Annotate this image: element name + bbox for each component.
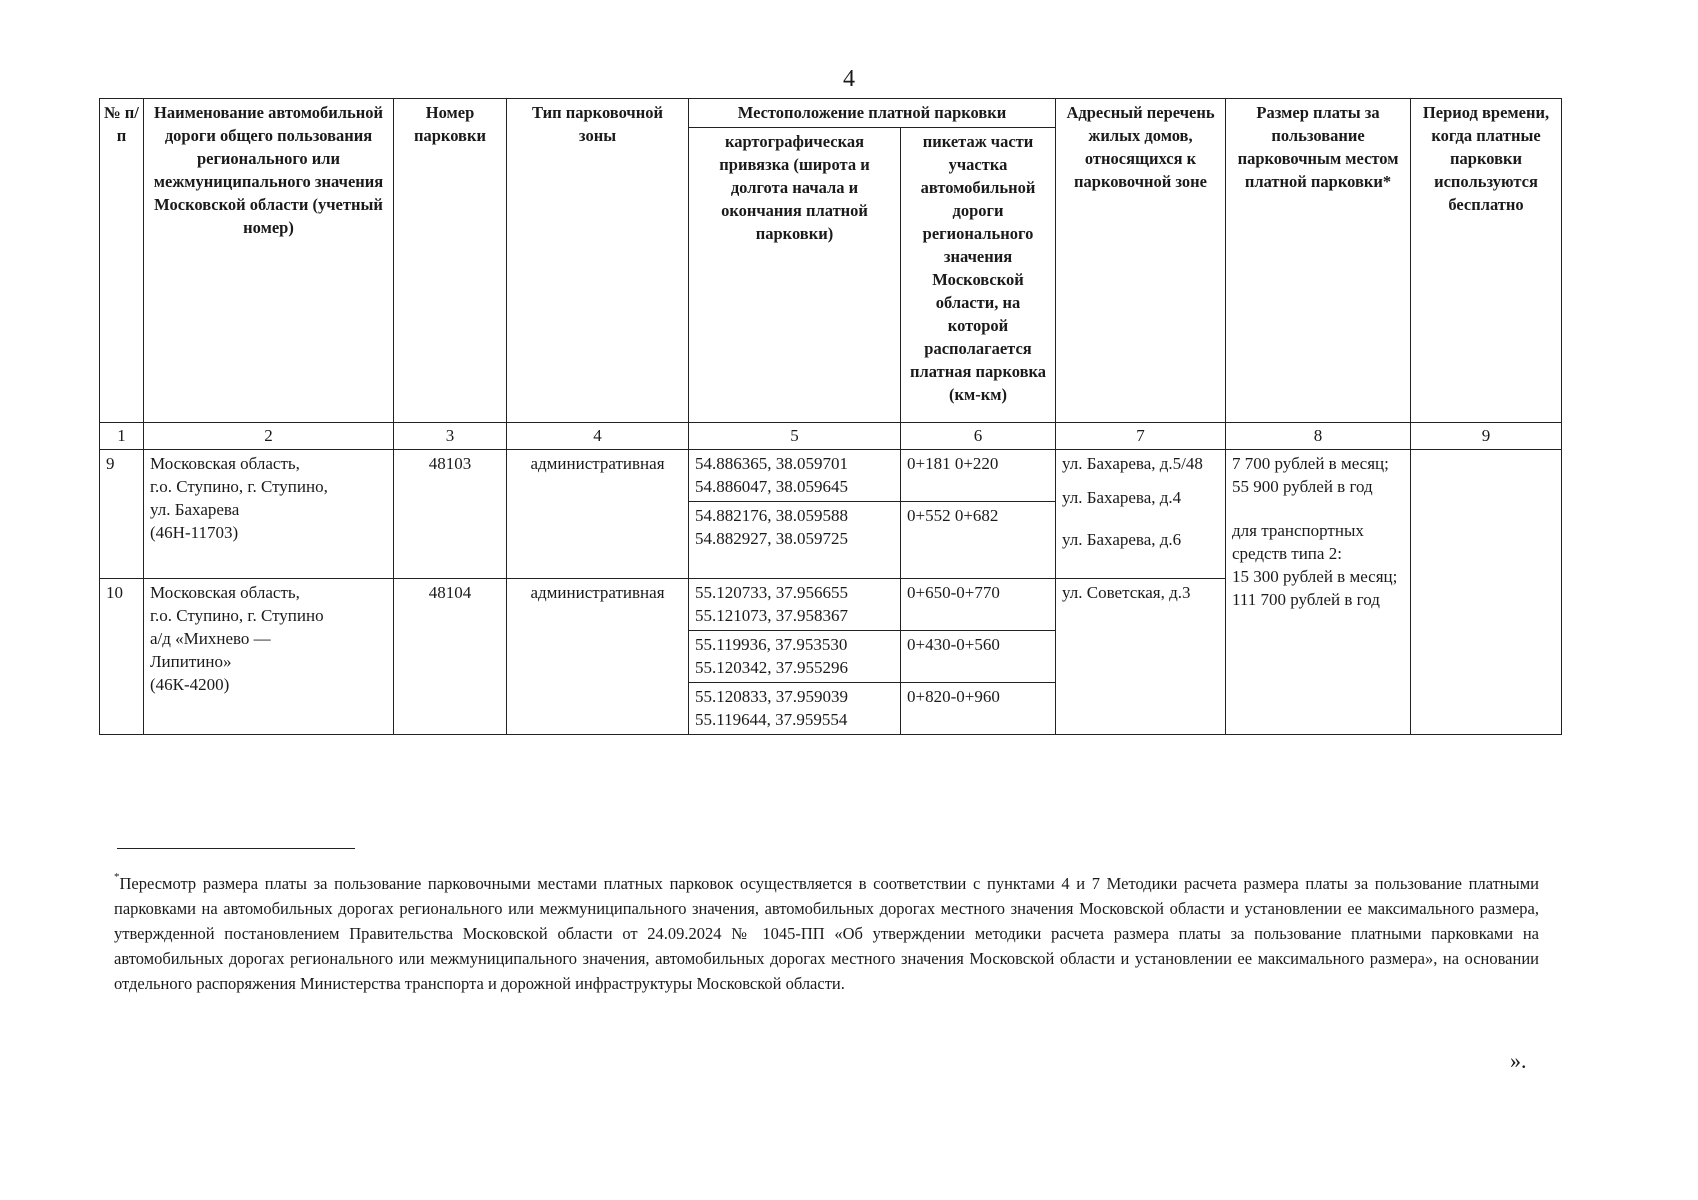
parking-table — [99, 98, 1562, 735]
header-location-group: Местоположение платной парковки — [689, 99, 1056, 128]
colnum-2: 2 — [144, 423, 394, 450]
address-item: ул. Бахарева, д.6 — [1062, 530, 1182, 549]
coordinate-start: 54.886365, 38.059701 — [695, 454, 848, 473]
page-number: 4 — [843, 66, 855, 92]
coordinate-start: 55.119936, 37.953530 — [695, 635, 848, 654]
header-zone-type: Тип парковочной зоны — [507, 99, 689, 423]
closing-quote: ». — [1510, 1048, 1527, 1073]
chainage-cell: 0+650-0+770 — [901, 579, 1056, 631]
colnum-6: 6 — [901, 423, 1056, 450]
chainage-cell: 0+552 0+682 — [901, 502, 1056, 579]
address-item: ул. Бахарева, д.4 — [1062, 488, 1182, 507]
colnum-5: 5 — [689, 423, 901, 450]
road-name — [144, 450, 394, 579]
coordinates-cell — [689, 631, 901, 683]
coordinates-cell — [689, 579, 901, 631]
fee-type2-label: для транспортных средств типа 2: — [1232, 521, 1364, 563]
header-road-name: Наименование автомобильной дороги общего пользования регионального или межмуниципального значения Московской области (учетный номер) — [144, 99, 394, 423]
road-name — [144, 579, 394, 735]
header-addresses: Адресный перечень жилых домов, относящихся к парковочной зоне — [1056, 99, 1226, 423]
coordinate-end: 54.886047, 38.059645 — [695, 477, 848, 496]
chainage-cell: 0+820-0+960 — [901, 683, 1056, 735]
zone-type: административная — [507, 579, 689, 735]
free-period-cell — [1411, 450, 1562, 735]
header-row — [100, 99, 1562, 128]
coordinates-cell — [689, 502, 901, 579]
road-line: Московская область, — [150, 454, 300, 473]
road-line: г.о. Ступино, г. Ступино — [150, 606, 324, 625]
address-list — [1056, 579, 1226, 735]
coordinate-start: 54.882176, 38.059588 — [695, 506, 848, 525]
road-line: а/д «Михнево — — [150, 629, 271, 648]
header-parking-number: Номер парковки — [394, 99, 507, 423]
address-list — [1056, 450, 1226, 579]
parking-number: 48103 — [394, 450, 507, 579]
chainage-cell: 0+430-0+560 — [901, 631, 1056, 683]
fee-type2-yearly: 111 700 рублей в год — [1232, 590, 1380, 609]
road-line: (46Н-11703) — [150, 523, 239, 542]
header-num: № п/п — [100, 99, 144, 423]
footnote-text: Пересмотр размера платы за пользование парковочными местами платных парковок осуществляется в соответствии с пунктами 4 и 7 Методики расчета размера платы за пользование платными парковками на автомобильных дорогах регионального или межмуниципального значения, автомобильных дорогах местного значения Московской области и установлении ее максимального размера, утвержденной постановлением Правительства Московской области от 24.09.2024 № 1045-ПП «Об утверждении методики расчета размера платы за пользование платными парковками на автомобильных дорогах регионального или межмуниципального значения, автомобильных дорогах местного значения Московской области и установлении ее максимального размера», на основании отдельного распоряжения Министерства транспорта и дорожной инфраструктуры Московской области. — [114, 874, 1539, 993]
fee-yearly: 55 900 рублей в год — [1232, 477, 1373, 496]
fee-type2-monthly: 15 300 рублей в месяц; — [1232, 567, 1398, 586]
footnote-divider — [117, 848, 355, 849]
road-line: (46К-4200) — [150, 675, 230, 694]
coordinate-start: 55.120733, 37.956655 — [695, 583, 848, 602]
road-line: Липитино» — [150, 652, 232, 671]
road-line: ул. Бахарева — [150, 500, 240, 519]
fee-monthly: 7 700 рублей в месяц; — [1232, 454, 1389, 473]
row-number: 9 — [100, 450, 144, 579]
coordinate-end: 54.882927, 38.059725 — [695, 529, 848, 548]
header-coordinates: картографическая привязка (широта и долгота начала и окончания платной парковки) — [689, 128, 901, 423]
colnum-3: 3 — [394, 423, 507, 450]
header-chainage: пикетаж части участка автомобильной дороги регионального значения Московской области, на которой располагается платная парковка (км-км) — [901, 128, 1056, 423]
colnum-8: 8 — [1226, 423, 1411, 450]
coordinate-end: 55.119644, 37.959554 — [695, 710, 848, 729]
parking-number: 48104 — [394, 579, 507, 735]
address-item: ул. Советская, д.3 — [1062, 583, 1191, 602]
coordinate-end: 55.121073, 37.958367 — [695, 606, 848, 625]
header-fee: Размер платы за пользование парковочным местом платной парковки* — [1226, 99, 1411, 423]
colnum-1: 1 — [100, 423, 144, 450]
fee-cell — [1226, 450, 1411, 735]
footnote — [114, 871, 1539, 996]
column-number-row — [100, 423, 1562, 450]
coordinates-cell — [689, 450, 901, 502]
colnum-7: 7 — [1056, 423, 1226, 450]
road-line: Московская область, — [150, 583, 300, 602]
header-free-period: Период времени, когда платные парковки используются бесплатно — [1411, 99, 1562, 423]
chainage-cell: 0+181 0+220 — [901, 450, 1056, 502]
row-number: 10 — [100, 579, 144, 735]
address-item: ул. Бахарева, д.5/48 — [1062, 454, 1203, 473]
coordinate-end: 55.120342, 37.955296 — [695, 658, 848, 677]
zone-type: административная — [507, 450, 689, 579]
table-row — [100, 450, 1562, 502]
footnote-mark: * — [114, 871, 120, 883]
coordinates-cell — [689, 683, 901, 735]
colnum-4: 4 — [507, 423, 689, 450]
road-line: г.о. Ступино, г. Ступино, — [150, 477, 328, 496]
colnum-9: 9 — [1411, 423, 1562, 450]
coordinate-start: 55.120833, 37.959039 — [695, 687, 848, 706]
